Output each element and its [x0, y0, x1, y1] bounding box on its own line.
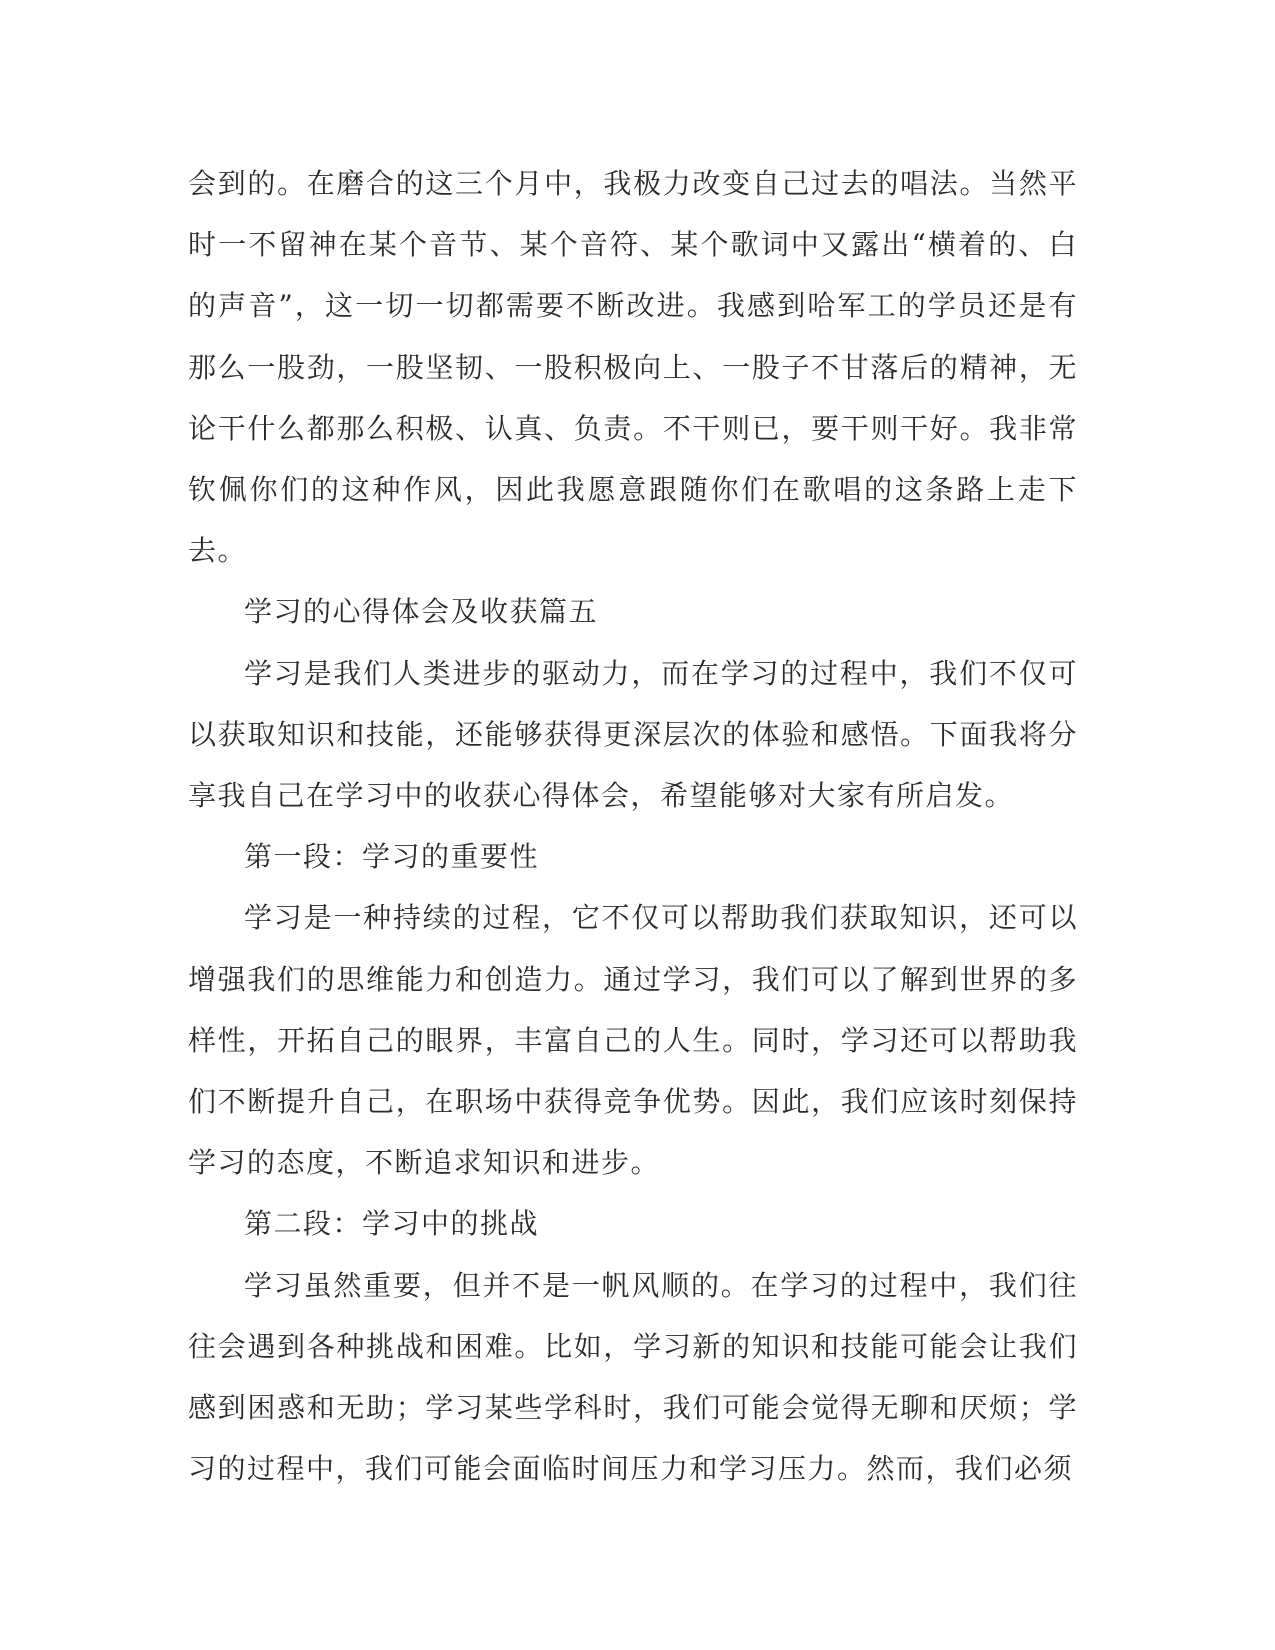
- document-body: [188, 153, 1078, 1499]
- paragraph-continuation: 会到的。在磨合的这三个月中，我极力改变自己过去的唱法。当然平时一不留神在某个音节、某个音符、某个歌词中又露出“横着的、白的声音”，这一切一切都需要不断改进。我感到哈军工的学员还是有那么一股劲，一股坚韧、一股积极向上、一股子不甘落后的精神，无论干什么都那么积极、认真、负责。不干则已，要干则干好。我非常钦佩你们的这种作风，因此我愿意跟随你们在歌唱的这条路上走下去。: [188, 167, 1078, 568]
- paragraph-importance: 学习是一种持续的过程，它不仅可以帮助我们获取知识，还可以增强我们的思维能力和创造力。通过学习，我们可以了解到世界的多样性，开拓自己的眼界，丰富自己的人生。同时，学习还可以帮助我们不断提升自己，在职场中获得竞争优势。因此，我们应该时刻保持学习的态度，不断追求知识和进步。: [188, 901, 1078, 1180]
- section-heading-part-five: 学习的心得体会及收获篇五: [244, 595, 599, 629]
- paragraph-challenges: 学习虽然重要，但并不是一帆风顺的。在学习的过程中，我们往往会遇到各种挑战和困难。比如，学习新的知识和技能可能会让我们感到困惑和无助；学习某些学科时，我们可能会觉得无聊和厌烦；学习的过程中，我们可能会面临时间压力和学习压力。然而，我们必须: [188, 1268, 1078, 1486]
- paragraph-intro: 学习是我们人类进步的驱动力，而在学习的过程中，我们不仅可以获取知识和技能，还能够获得更深层次的体验和感悟。下面我将分享我自己在学习中的收获心得体会，希望能够对大家有所启发。: [188, 656, 1078, 813]
- section-heading-second: 第二段：学习中的挑战: [244, 1207, 540, 1241]
- section-heading-first: 第一段：学习的重要性: [244, 840, 540, 874]
